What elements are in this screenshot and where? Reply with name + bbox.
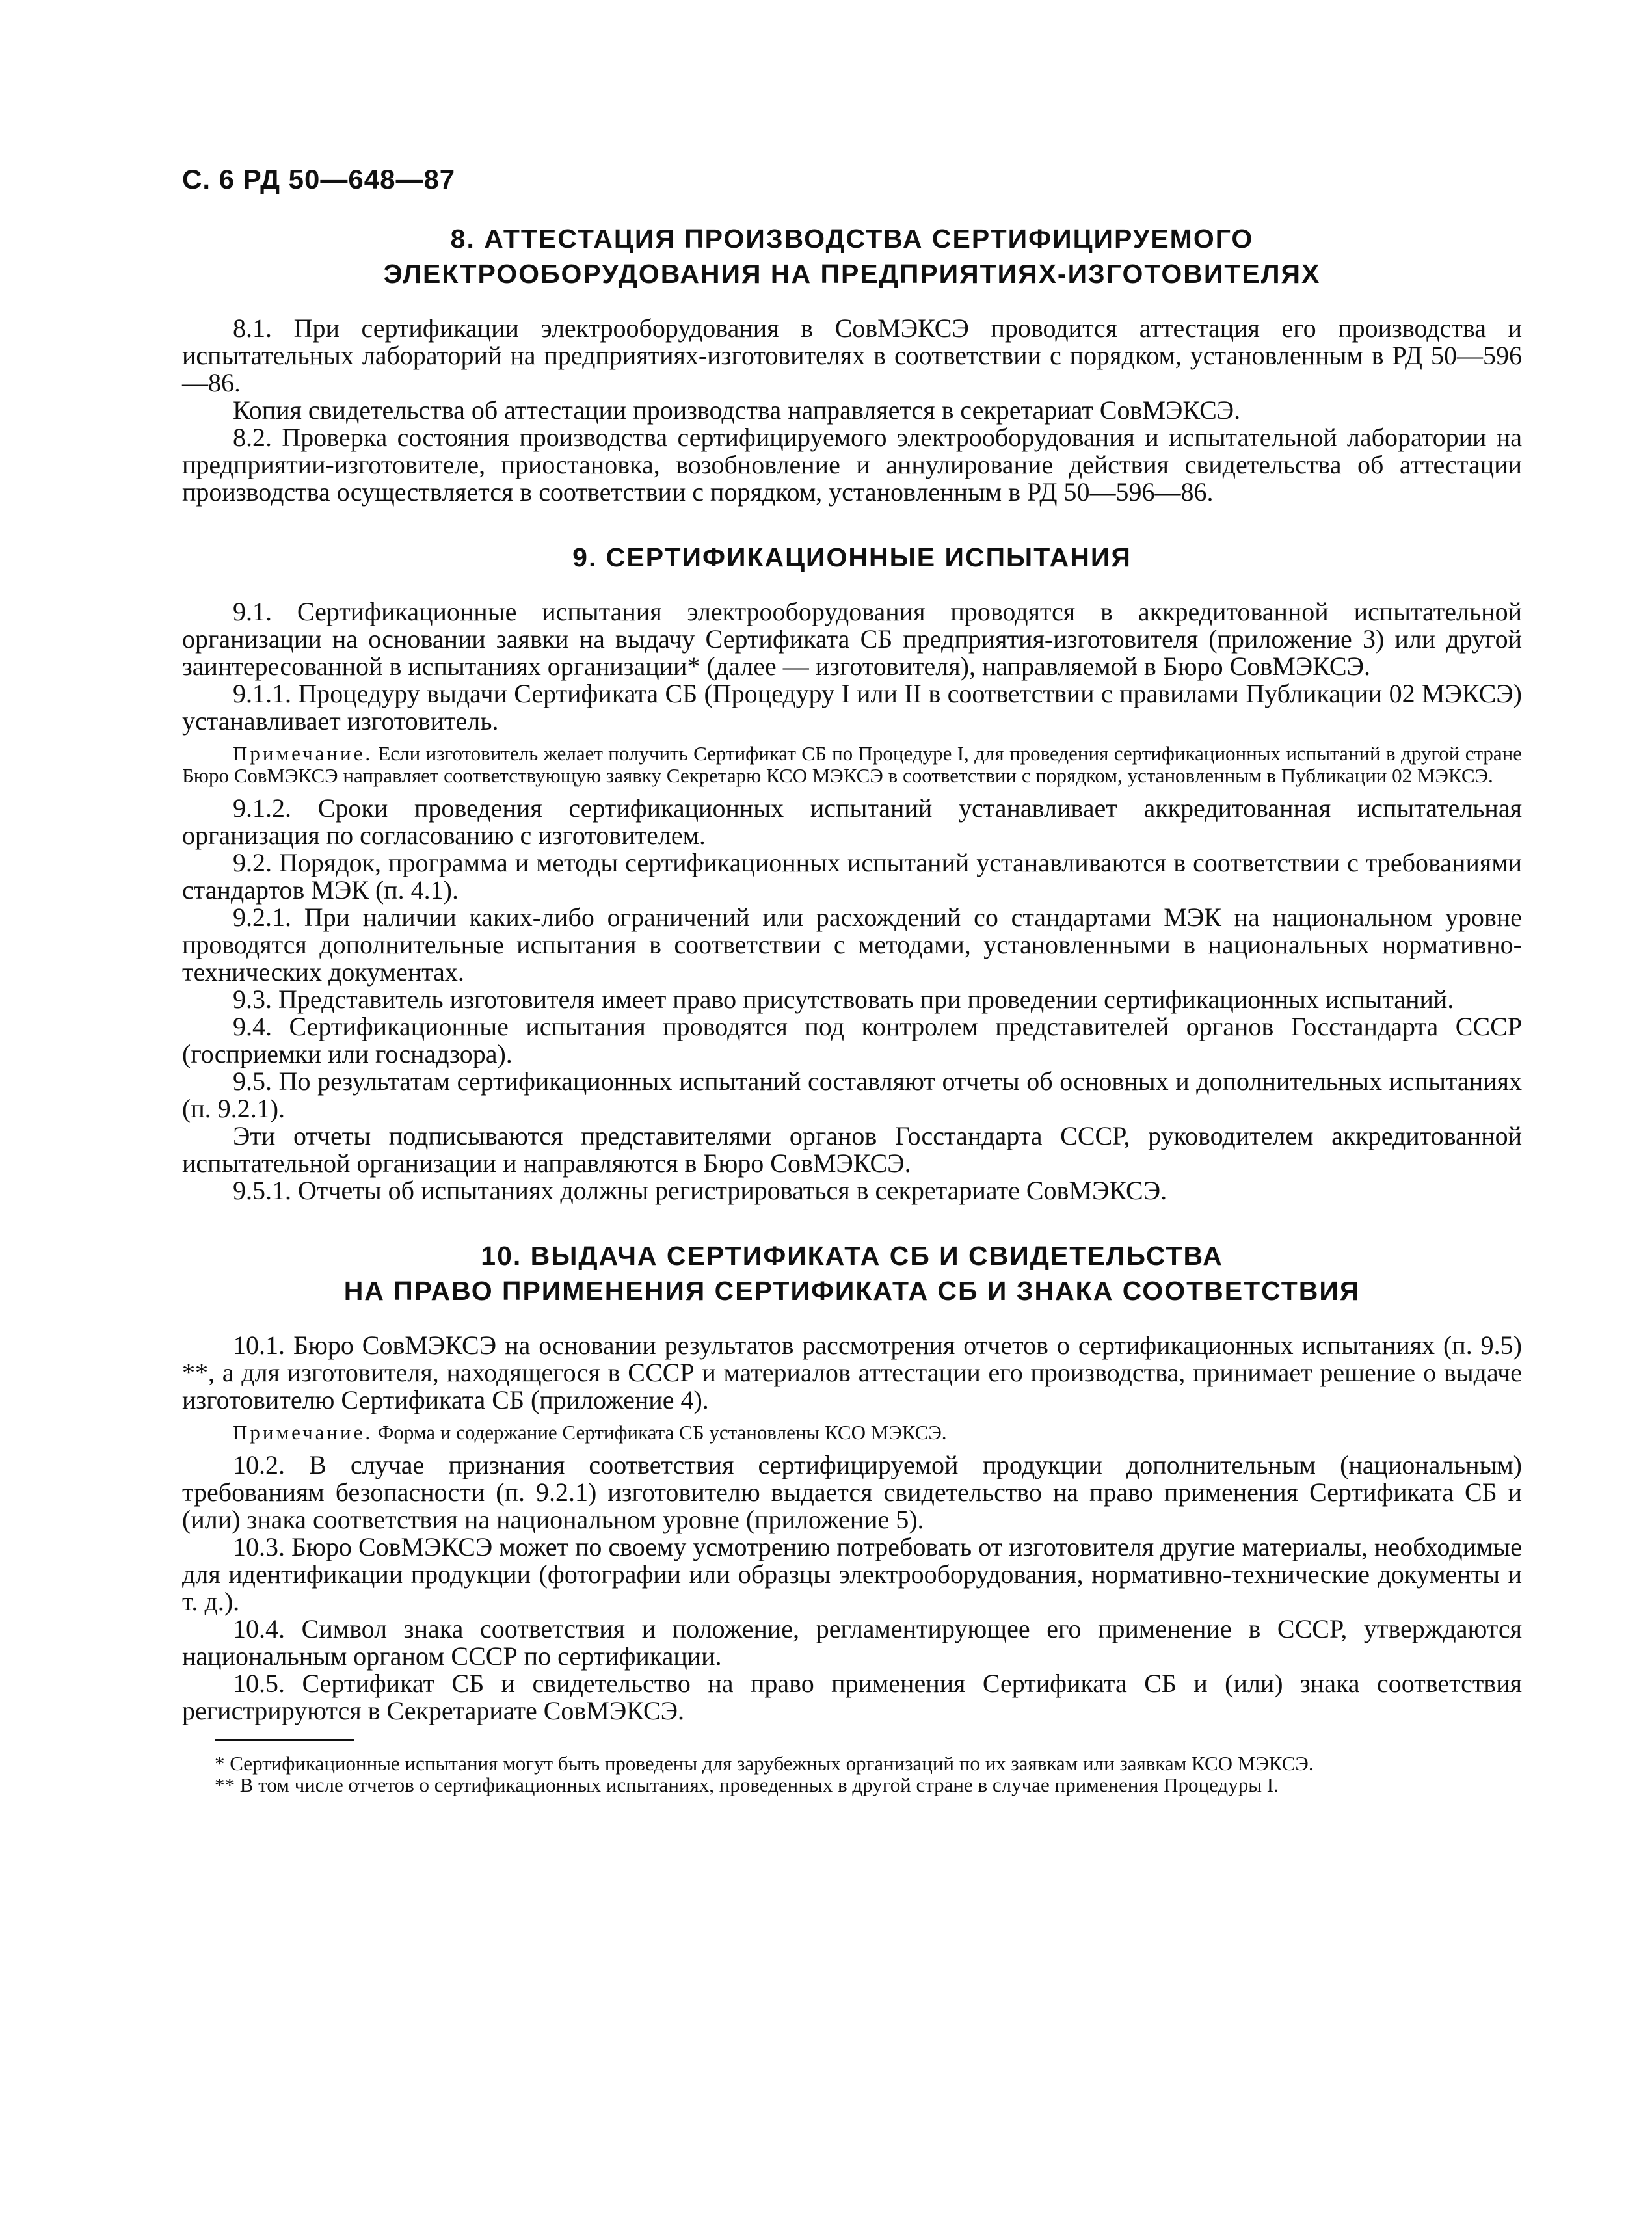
page-header: С. 6 РД 50—648—87 (182, 164, 456, 194)
note-9-1-1 (182, 743, 1522, 787)
section-9-title-line: 9. СЕРТИФИКАЦИОННЫЕ ИСПЫТАНИЯ (572, 542, 1132, 572)
paragraph-9-2: 9.2. Порядок, программа и методы сертификационных испытаний устанавливаются в соответствии с требованиями стандартов МЭК (п. 4.1). (182, 848, 1522, 905)
note-text: Форма и содержание Сертификата СБ установлены КСО МЭКСЭ. (377, 1421, 947, 1444)
paragraph-9-1: 9.1. Сертификационные испытания электрооборудования проводятся в аккредитованной испытательной организации на основании заявки на выдачу Сертификата СБ предприятия-изготовителя (приложение 3) или другой заинтересованной в испытаниях организации* (далее — изготовителя), направляемой в Бюро СовМЭКСЭ. (182, 597, 1522, 681)
paragraph-9-5-reports: Эти отчеты подписываются представителями органов Госстандарта СССР, руководителем аккредитованной испытательной организации и направляются в Бюро СовМЭКСЭ. (182, 1121, 1522, 1178)
paragraph-10-4: 10.4. Символ знака соответствия и положение, регламентирующее его применение в СССР, утверждаются национальным органом СССР по сертификации. (182, 1614, 1522, 1671)
section-9-title (182, 540, 1522, 575)
paragraph-8-1-copy: Копия свидетельства об аттестации производства направляется в секретариат СовМЭКСЭ. (233, 395, 1241, 425)
paragraph-10-5: 10.5. Сертификат СБ и свидетельство на право применения Сертификата СБ и (или) знака соответствия регистрируются в Секретариате СовМЭКСЭ. (182, 1669, 1522, 1725)
note-10-1 (182, 1422, 1522, 1444)
section-10-title-line-2: НА ПРАВО ПРИМЕНЕНИЯ СЕРТИФИКАТА СБ И ЗНАКА СООТВЕТСТВИЯ (343, 1276, 1361, 1306)
footnote-2: ** В том числе отчетов о сертификационных испытаниях, проведенных в другой стране в случае применения Процедуры I. (215, 1773, 1279, 1796)
note-label: Примечание. (233, 1421, 373, 1444)
footnote-1: * Сертификационные испытания могут быть проведены для зарубежных организаций по их заявкам или заявкам КСО МЭКСЭ. (215, 1752, 1314, 1775)
note-label: Примечание. (233, 742, 373, 765)
paragraph-10-1: 10.1. Бюро СовМЭКСЭ на основании результатов рассмотрения отчетов о сертификационных испытаниях (п. 9.5) **, а для изготовителя, находящегося в СССР и материалов аттестации его производства, принимает решение о выдаче изготовителю Сертификата СБ (приложение 4). (182, 1331, 1522, 1414)
section-10-title-line-1: 10. ВЫДАЧА СЕРТИФИКАТА СБ И СВИДЕТЕЛЬСТВА (481, 1241, 1223, 1271)
document-body (182, 221, 1522, 1796)
paragraph-10-3: 10.3. Бюро СовМЭКСЭ может по своему усмотрению потребовать от изготовителя другие материалы, необходимые для идентификации продукции (фотографии или образцы электрооборудования, нормативно-технические документы и т. д.). (182, 1532, 1522, 1616)
paragraph-9-1-1: 9.1.1. Процедуру выдачи Сертификата СБ (Процедуру I или II в соответствии с правилами Публикации 02 МЭКСЭ) устанавливает изготовитель. (182, 679, 1522, 736)
paragraph-8-1: 8.1. При сертификации электрооборудования в СовМЭКСЭ проводится аттестация его производства и испытательных лабораторий на предприятиях-изготовителях в соответствии с порядком, установленным в РД 50—596—86. (182, 313, 1522, 397)
paragraph-9-5: 9.5. По результатам сертификационных испытаний составляют отчеты об основных и дополнительных испытаниях (п. 9.2.1). (182, 1067, 1522, 1123)
paragraph-9-2-1: 9.2.1. При наличии каких-либо ограничений или расхождений со стандартами МЭК на национальном уровне проводятся дополнительные испытания в соответствии с методами, установленными в национальных нормативно-технических документах. (182, 903, 1522, 987)
paragraph-9-5-1: 9.5.1. Отчеты об испытаниях должны регистрироваться в секретариате СовМЭКСЭ. (233, 1176, 1167, 1205)
section-8-title-line-2: ЭЛЕКТРООБОРУДОВАНИЯ НА ПРЕДПРИЯТИЯХ-ИЗГОТОВИТЕЛЯХ (383, 259, 1321, 289)
paragraph-9-1-2: 9.1.2. Сроки проведения сертификационных испытаний устанавливает аккредитованная испытательная организация по согласованию с изготовителем. (182, 793, 1522, 850)
paragraph-9-4: 9.4. Сертификационные испытания проводятся под контролем представителей органов Госстандарта СССР (госприемки или госнадзора). (182, 1012, 1522, 1068)
section-10-title (182, 1238, 1522, 1308)
section-8-title (182, 221, 1522, 291)
paragraph-9-3: 9.3. Представитель изготовителя имеет право присутствовать при проведении сертификационных испытаний. (233, 985, 1454, 1014)
paragraph-8-2: 8.2. Проверка состояния производства сертифицируемого электрооборудования и испытательной лаборатории на предприятии-изготовителе, приостановка, возобновление и аннулирование действия свидетельства об аттестации производства осуществляется в соответствии с порядком, установленным в РД 50—596—86. (182, 423, 1522, 507)
section-8-title-line-1: 8. АТТЕСТАЦИЯ ПРОИЗВОДСТВА СЕРТИФИЦИРУЕМОГО (450, 224, 1254, 254)
note-text: Если изготовитель желает получить Сертификат СБ по Процедуре I, для проведения сертификационных испытаний в другой стране Бюро СовМЭКСЭ направляет соответствующую заявку Секретарю КСО МЭКСЭ в соответствии с порядком, установленным в Публикации 02 МЭКСЭ. (182, 742, 1522, 787)
footnote-divider (215, 1739, 354, 1741)
paragraph-10-2: 10.2. В случае признания соответствия сертифицируемой продукции дополнительным (национальным) требованиям безопасности (п. 9.2.1) изготовителю выдается свидетельство на право применения Сертификата СБ и (или) знака соответствия на национальном уровне (приложение 5). (182, 1450, 1522, 1534)
